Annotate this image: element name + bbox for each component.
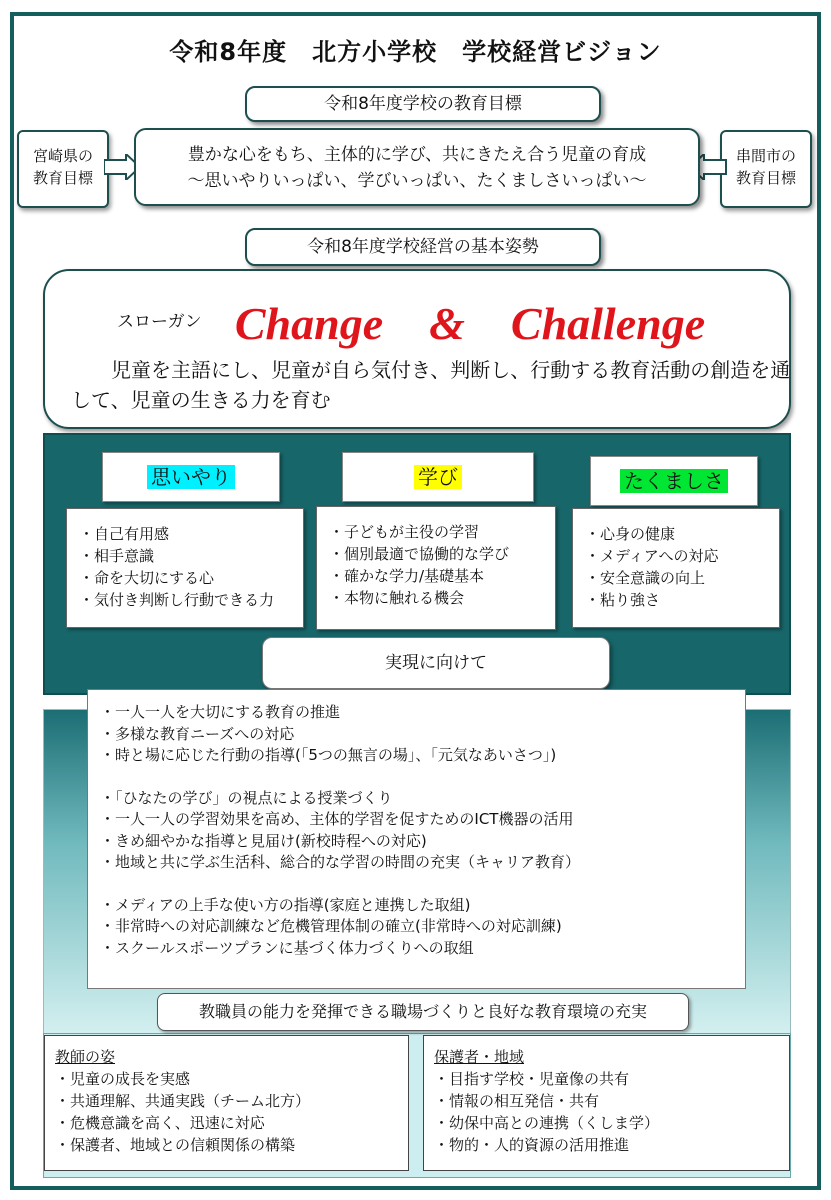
slogan-label: スローガン [117,312,202,332]
stance-header: 令和8年度学校経営の基本姿勢 [245,228,601,266]
list-item: ・目指す学校・児童像の共有 [434,1070,630,1088]
list-item: ・保護者、地域との信頼関係の構築 [55,1136,296,1154]
goal-header: 令和8年度学校の教育目標 [245,86,601,122]
guardian-heading: 保護者・地域 [434,1048,525,1066]
list-item: ・心身の健康 [585,525,676,543]
list-item: ・地域と共に学ぶ生活科、総合的な学習の時間の充実（キャリア教育） [100,853,581,871]
pillar-label-omoiyari [102,452,280,502]
list-item: ・物的・人的資源の活用推進 [434,1136,630,1154]
kushima-goal-line2: 教育目標 [735,169,796,187]
list-item: ・命を大切にする心 [79,569,215,587]
slogan-description: 児童を主語にし、児童が自ら気付き、判断し、行動する教育活動の創造を通して、児童の生きる力を育む [71,358,791,412]
pillar-list-omoiyari [66,508,304,628]
list-item: ・子どもが主役の学習 [329,523,480,541]
actions-box [87,689,746,989]
pillar-label-text: たくましさ [620,469,728,493]
list-item: ・メディアの上手な使い方の指導(家庭と連携した取組) [100,895,471,914]
teacher-heading: 教師の姿 [55,1048,116,1066]
guardian-box [423,1035,790,1171]
list-item: ・きめ細やかな指導と見届け(新校時程への対応) [100,831,427,850]
list-item: ・「ひなたの学び」の視点による授業づくり [100,788,393,807]
teacher-box [44,1035,409,1171]
toward-realization-label: 実現に向けて [262,637,610,689]
page-title: 令和8年度 北方小学校 学校経営ビジョン [169,38,662,66]
miyazaki-goal-line2: 教育目標 [32,169,93,187]
staff-environment-label: 教職員の能力を発揮できる職場づくりと良好な教育環境の充実 [157,993,689,1031]
pillar-label-text: 思いやり [147,465,235,489]
list-item: ・一人一人の学習効果を高め、主体的学習を促すためのICT機器の活用 [100,810,574,828]
list-item: ・危機意識を高く、迅速に対応 [55,1114,265,1132]
list-item: ・スクールスポーツプランに基づく体力づくりへの取組 [100,938,474,957]
list-item: ・幼保中高との連携（くしま学） [434,1114,660,1132]
school-goal-main: 豊かな心をもち、主体的に学び、共にきたえ合う児童の育成 [187,145,647,165]
list-item: ・安全意識の向上 [585,569,706,587]
list-item: ・相手意識 [79,547,155,565]
list-item: ・多様な教育ニーズへの対応 [100,724,295,743]
list-item: ・児童の成長を実感 [55,1070,191,1088]
list-item: ・本物に触れる機会 [329,589,465,607]
school-goal-sub: ～思いやりいっぱい、学びいっぱい、たくましさいっぱい～ [187,171,647,191]
list-item: ・気付き判断し行動できる力 [79,591,275,609]
list-item: ・情報の相互発信・共有 [434,1092,600,1110]
list-item: ・時と場に応じた行動の指導(「5つの無言の場」、「元気なあいさつ」) [100,746,557,764]
list-item: ・共通理解、共通実践（チーム北方） [55,1092,311,1110]
list-item: ・確かな学力/基礎基本 [329,567,485,585]
kushima-goal-box [720,130,812,208]
kushima-goal-line1: 串間市の [735,147,796,165]
slogan-text: Change & Challenge [234,298,706,349]
pillar-label-manabi [342,452,534,502]
pillar-label-text: 学び [414,465,462,489]
list-item: ・一人一人を大切にする教育の推進 [100,703,341,721]
miyazaki-goal-box [17,130,109,208]
pillar-list-takumashisa [572,508,780,628]
pillar-label-takumashisa [590,456,758,506]
miyazaki-goal-line1: 宮崎県の [32,147,93,165]
list-item: ・個別最適で協働的な学び [329,545,510,563]
pillar-list-manabi [316,506,556,630]
slogan-box [43,269,791,429]
list-item: ・非常時への対応訓練など危機管理体制の確立(非常時への対応訓練) [100,917,562,935]
list-item: ・自己有用感 [79,525,170,543]
school-goal-box [134,128,700,206]
list-item: ・メディアへの対応 [585,547,719,565]
list-item: ・粘り強さ [585,591,661,609]
